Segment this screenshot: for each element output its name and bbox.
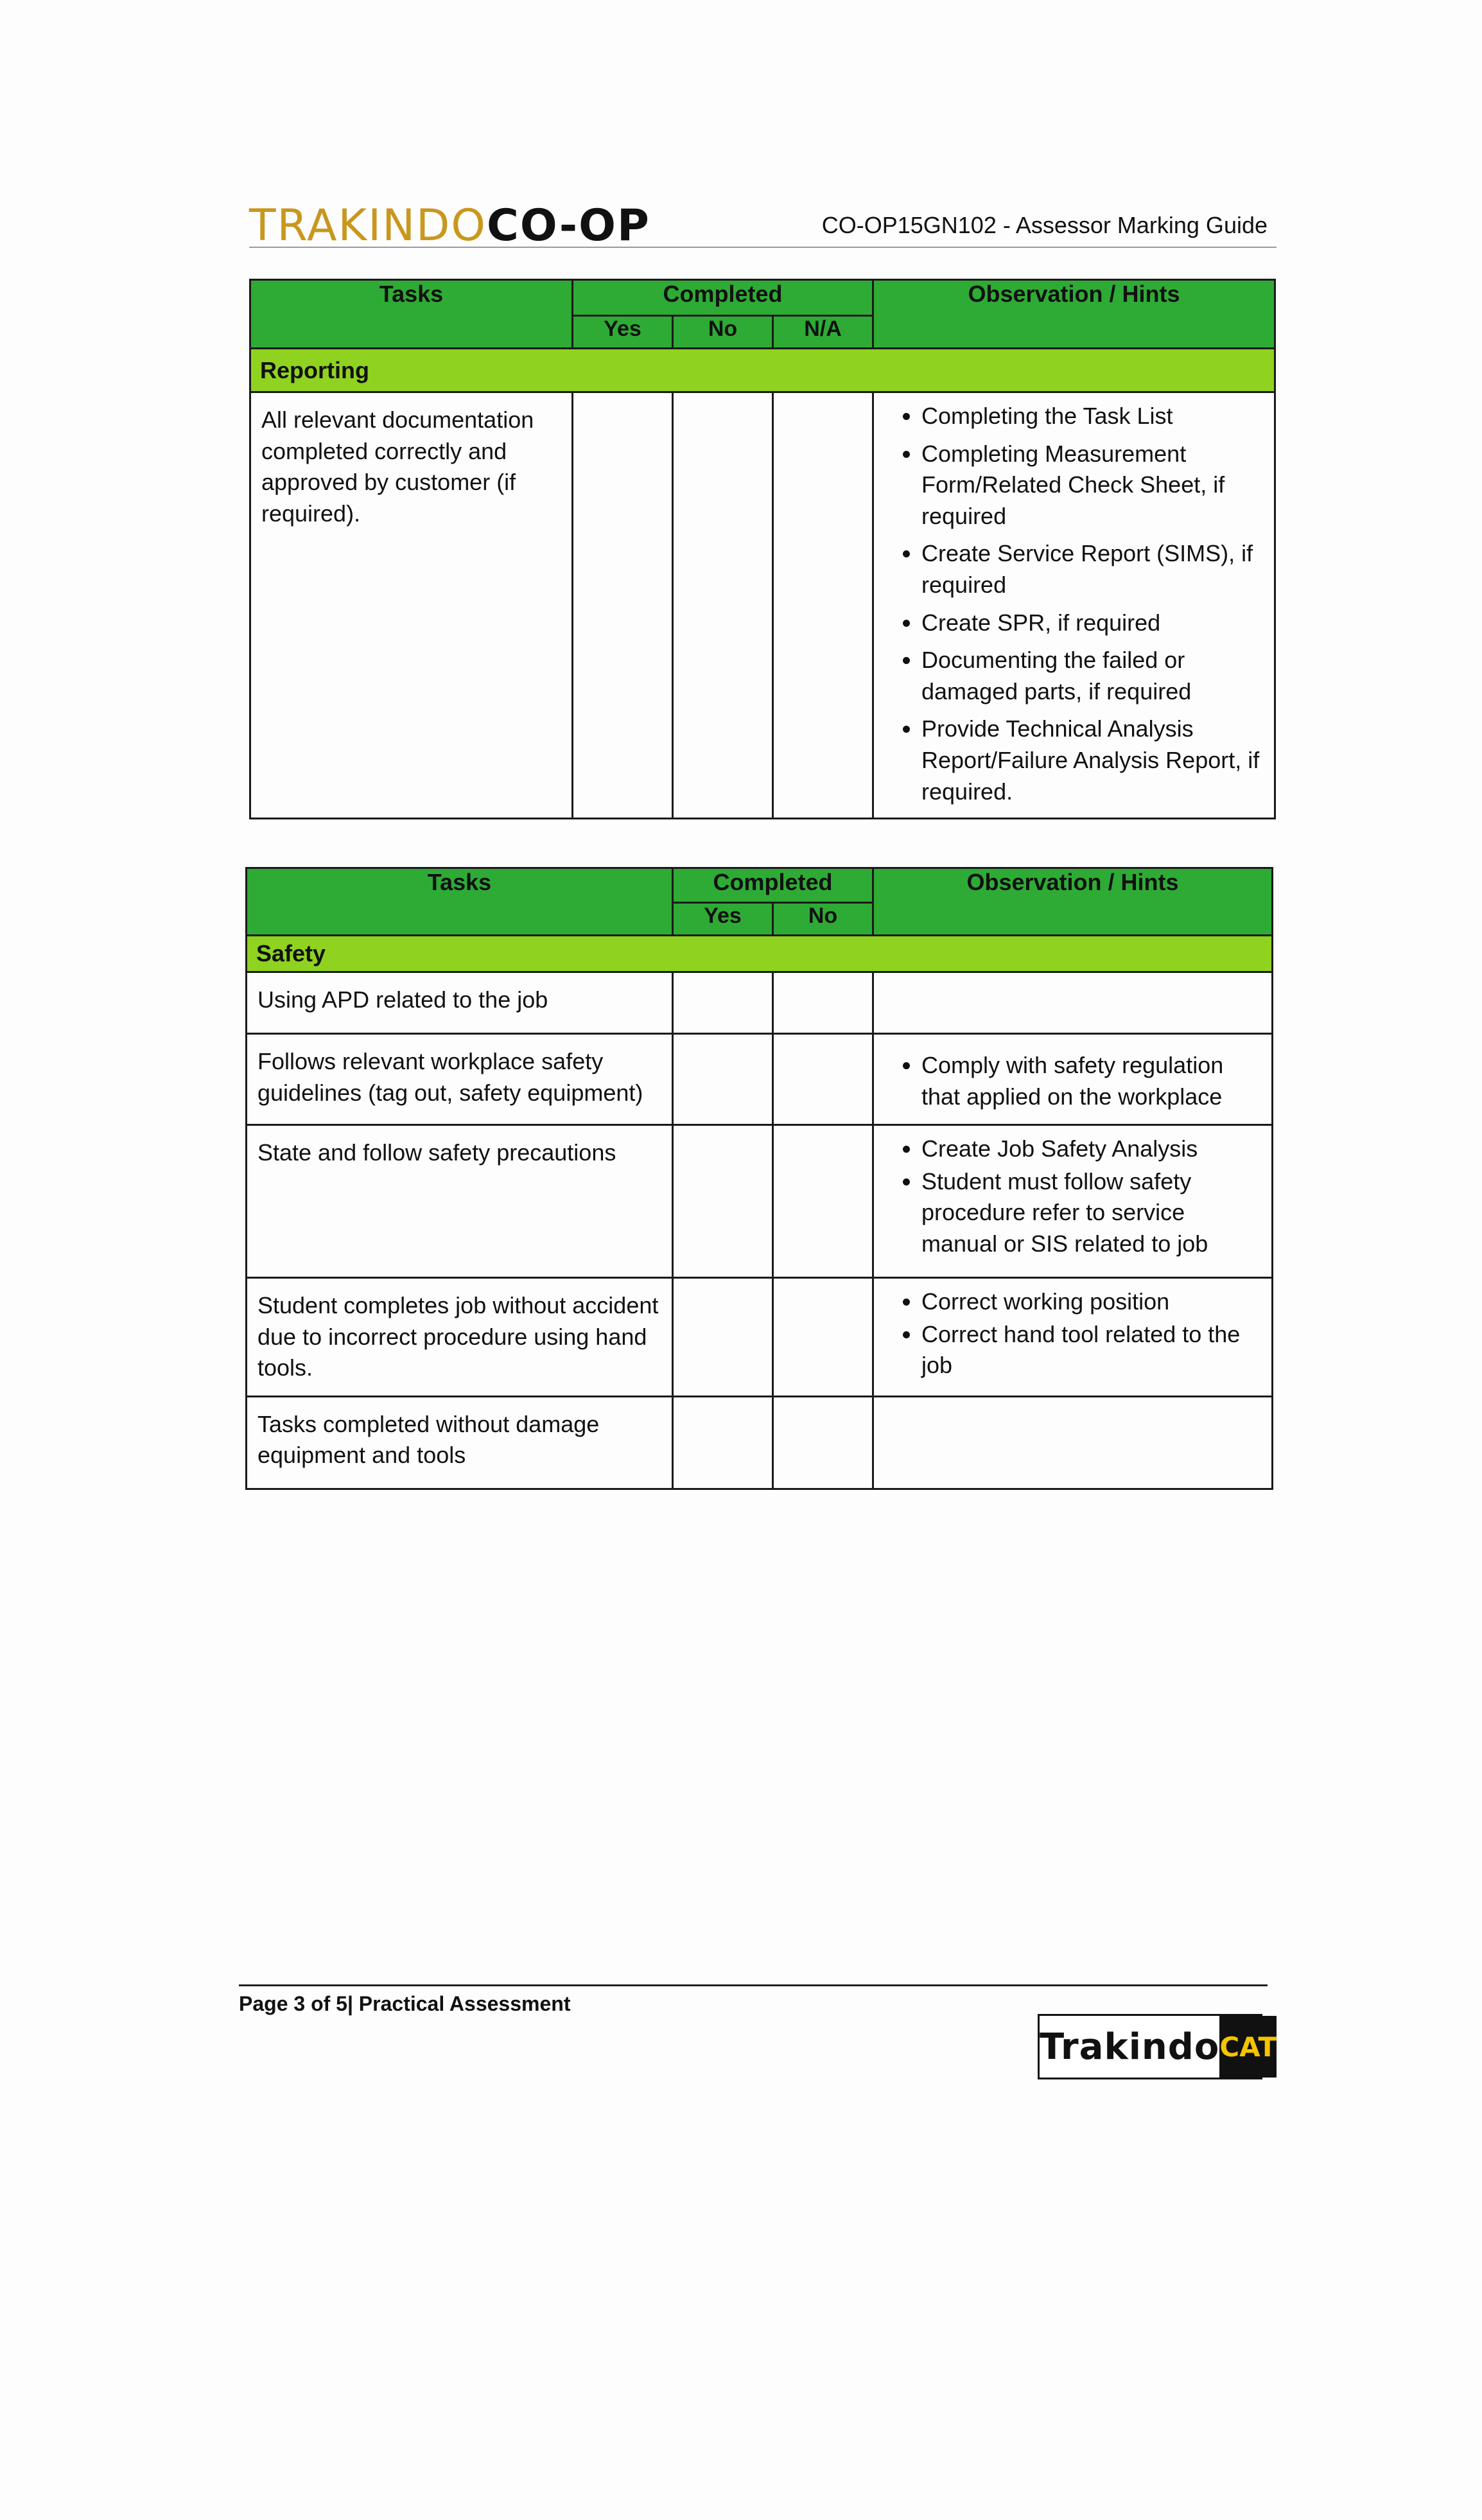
hint-item: • Create SPR, if required [921,608,1264,639]
table-row [247,1034,1273,1125]
page-info: Page 3 of 5| Practical Assessment [239,1992,571,2015]
hints-cell [873,1125,1273,1278]
hint-item: • Create Service Report (SIMS), if required [921,538,1264,600]
hint-item: • Documenting the failed or damaged parts, if required [921,645,1264,707]
table-row [247,972,1273,1034]
hints-cell [873,1034,1273,1125]
completed-header: Completed [673,868,873,903]
hint-item: • Comply with safety regulation that applied on the workplace [921,1050,1261,1112]
completed-header: Completed [573,280,873,316]
safety-table [245,867,1273,1490]
hints-cell [873,1396,1273,1489]
hints-list [884,1133,1261,1259]
no-header: No [773,903,873,936]
logo-coop-text: CO-OP [486,200,650,251]
no-checkbox-cell[interactable] [773,1125,873,1278]
na-header: N/A [773,316,873,349]
table-row [250,392,1275,819]
no-checkbox-cell[interactable] [673,392,773,819]
cat-badge: CAT [1219,2016,1277,2078]
yes-checkbox-cell[interactable] [673,1278,773,1397]
no-checkbox-cell[interactable] [773,1278,873,1397]
na-checkbox-cell[interactable] [773,392,873,819]
logo-trakindo-text: TRAKINDO [249,200,487,251]
trakindo-coop-logo [249,200,650,251]
task-cell: Student completes job without accident due to incorrect procedure using hand tools. [247,1278,673,1397]
hints-cell [873,972,1273,1034]
task-cell: State and follow safety precautions [247,1125,673,1278]
task-cell: Tasks completed without damage equipment and tools [247,1396,673,1489]
hint-item: • Provide Technical Analysis Report/Failure Analysis Report, if required. [921,713,1264,807]
hints-list [884,401,1264,807]
hint-item: • Completing Measurement Form/Related Check Sheet, if required [921,439,1264,532]
tasks-header: Tasks [247,868,673,936]
no-checkbox-cell[interactable] [773,1396,873,1489]
table-row [247,1125,1273,1278]
no-checkbox-cell[interactable] [773,972,873,1034]
table-row [247,1278,1273,1397]
hint-item: • Create Job Safety Analysis [921,1133,1261,1165]
yes-checkbox-cell[interactable] [673,1125,773,1278]
yes-checkbox-cell[interactable] [673,1396,773,1489]
yes-header: Yes [573,316,673,349]
no-header: No [673,316,773,349]
task-cell: Using APD related to the job [247,972,673,1034]
hint-item: • Correct working position [921,1286,1261,1318]
task-cell: Follows relevant workplace safety guidelines (tag out, safety equipment) [247,1034,673,1125]
hint-item: • Student must follow safety procedure refer to service manual or SIS related to job [921,1166,1261,1260]
section-reporting: Reporting [250,349,1275,392]
hint-item: • Correct hand tool related to the job [921,1319,1261,1381]
no-checkbox-cell[interactable] [773,1034,873,1125]
section-safety: Safety [247,936,1273,972]
header-divider [249,247,1277,248]
yes-header: Yes [673,903,773,936]
hints-cell [873,1278,1273,1397]
footer-divider [239,1984,1268,1986]
yes-checkbox-cell[interactable] [673,1034,773,1125]
reporting-table [249,279,1276,819]
observation-header: Observation / Hints [873,280,1275,349]
task-cell: All relevant documentation completed correctly and approved by customer (if required). [250,392,573,819]
tasks-header: Tasks [250,280,573,349]
hint-item: • Completing the Task List [921,401,1264,432]
document-reference: CO-OP15GN102 - Assessor Marking Guide [821,212,1268,238]
hints-cell [873,392,1275,819]
hints-list [884,1042,1261,1112]
yes-checkbox-cell[interactable] [573,392,673,819]
yes-checkbox-cell[interactable] [673,972,773,1034]
table-row [247,1396,1273,1489]
brand-name: Trakindo [1040,2026,1220,2068]
trakindo-cat-logo [1038,2014,1277,2079]
hints-list [884,1286,1261,1381]
observation-header: Observation / Hints [873,868,1273,936]
